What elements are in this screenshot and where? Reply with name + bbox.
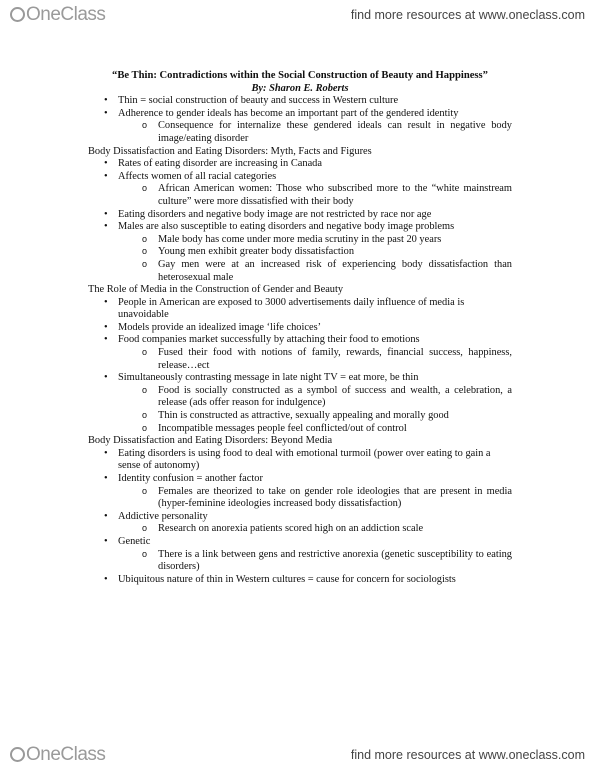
document-author: By: Sharon E. Roberts [251, 82, 349, 94]
oneclass-logo-footer[interactable] [10, 744, 105, 766]
sub-bullet-item: o Food is socially constructed as a symbol of success and wealth, a celebration, a release (ads offer reason for indulgence) [88, 385, 512, 410]
bullet-item: • Rates of eating disorder are increasing in Canada [88, 158, 512, 171]
outline-list [88, 95, 512, 586]
sub-bullet-item: o Females are theorized to take on gender role ideologies that are present in media (hyper-feminine ideologies increased body dissatisfaction) [88, 486, 512, 511]
sub-bullet-item: o Young men exhibit greater body dissatisfaction [88, 246, 512, 259]
logo-text: OneClass [26, 744, 106, 765]
bullet-item: • Simultaneously contrasting message in late night TV = eat more, be thin [88, 372, 512, 385]
sub-bullet-item: o Research on anorexia patients scored high on an addiction scale [88, 523, 512, 536]
bullet-item: • Eating disorders and negative body image are not restricted by race nor age [88, 209, 512, 222]
sub-bullet-item: o Thin is constructed as attractive, sexually appealing and morally good [88, 410, 512, 423]
bullet-item: • Affects women of all racial categories [88, 171, 512, 184]
bullet-item: • Genetic [88, 536, 512, 549]
bullet-item: • Eating disorders is using food to deal with emotional turmoil (power over eating to gain a sense of autonomy) [88, 448, 512, 473]
bullet-item: • Adherence to gender ideals has become an important part of the gendered identity [88, 108, 512, 121]
sub-bullet-item: o Male body has come under more media scrutiny in the past 20 years [88, 234, 512, 247]
bullet-item: • Thin = social construction of beauty and success in Western culture [88, 95, 512, 108]
bullet-item: • Identity confusion = another factor [88, 473, 512, 486]
sub-bullet-item: o Fused their food with notions of family, rewards, financial success, happiness, release…ect [88, 347, 512, 372]
section-heading: The Role of Media in the Construction of Gender and Beauty [88, 284, 344, 296]
bullet-item: • Models provide an idealized image ‘life choices’ [88, 322, 512, 335]
document-title: “Be Thin: Contradictions within the Social Construction of Beauty and Happiness” [112, 70, 488, 81]
logo-ring-icon [10, 747, 25, 762]
bullet-item: • Males are also susceptible to eating disorders and negative body image problems [88, 221, 512, 234]
bullet-item: • Addictive personality [88, 511, 512, 524]
sub-bullet-item: o There is a link between gens and restrictive anorexia (genetic susceptibility to eating disorders) [88, 549, 512, 574]
sub-bullet-item: o African American women: Those who subscribed more to the “white mainstream culture” were more dissatisfied with their body [88, 183, 512, 208]
bullet-item: • People in American are exposed to 3000 advertisements daily influence of media is unavoidable [88, 297, 512, 322]
bullet-item: • Ubiquitous nature of thin in Western cultures = cause for concern for sociologists [88, 574, 512, 587]
page-header [0, 0, 595, 30]
section-heading: Body Dissatisfaction and Eating Disorders: Beyond Media [88, 435, 333, 447]
header-resources-link[interactable]: find more resources at www.oneclass.com [350, 8, 585, 22]
oneclass-logo[interactable] [10, 4, 105, 26]
sub-bullet-item: o Gay men were at an increased risk of experiencing body dissatisfaction than heterosexual male [88, 259, 512, 284]
bullet-item: • Food companies market successfully by attaching their food to emotions [88, 334, 512, 347]
page-footer [0, 738, 595, 770]
footer-resources-link[interactable]: find more resources at www.oneclass.com [350, 748, 585, 762]
logo-ring-icon [10, 7, 25, 22]
sub-bullet-item: o Consequence for internalize these gendered ideals can result in negative body image/eating disorder [88, 120, 512, 145]
document-body [88, 70, 512, 586]
section-heading: Body Dissatisfaction and Eating Disorders: Myth, Facts and Figures [88, 145, 372, 157]
sub-bullet-item: o Incompatible messages people feel conflicted/out of control [88, 423, 512, 436]
logo-text: OneClass [26, 4, 106, 25]
